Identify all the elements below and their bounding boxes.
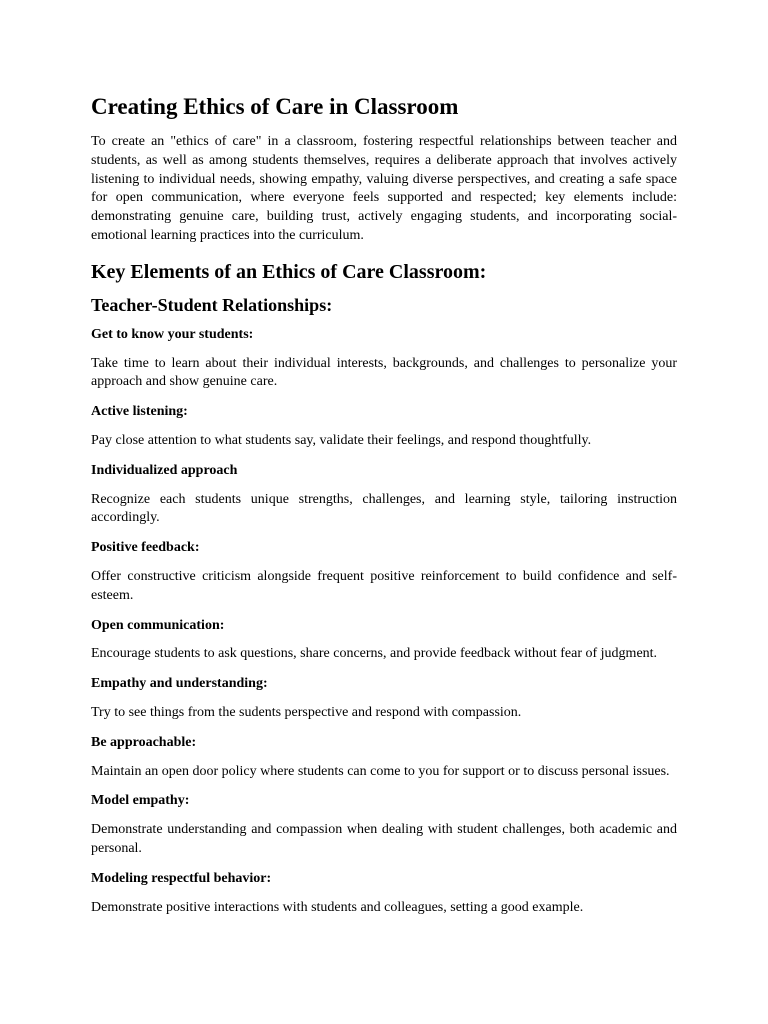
section-heading: Key Elements of an Ethics of Care Classroom: [91,260,487,283]
item-title: Get to know your students: [91,326,254,342]
item-body: Offer constructive criticism alongside frequent positive reinforcement to build confidence and self-esteem. [91,568,677,603]
item-title: Positive feedback: [91,540,200,556]
item-title: Be approachable: [91,734,197,750]
document-title: Creating Ethics of Care in Classroom [91,94,459,119]
intro-paragraph: To create an "ethics of care" in a classroom, fostering respectful relationships between teacher and students, as well as among students themselves, requires a deliberate approach that involves actively listening to individual needs, showing empathy, valuing diverse perspectives, and creating a safe space for open communication, where everyone feels supported and respected; key elements include: demonstrating genuine care, building trust, actively engaging students, and incorporating social-emotional learning practices into the curriculum. [91,134,677,243]
item-body: Demonstrate positive interactions with students and colleagues, setting a good example. [91,899,584,915]
item-title: Individualized approach [91,462,238,478]
item-body: Take time to learn about their individual interests, backgrounds, and challenges to personalize your approach and show genuine care. [91,355,677,390]
item-body: Maintain an open door policy where students can come to you for support or to discuss personal issues. [91,763,670,779]
item-body: Encourage students to ask questions, share concerns, and provide feedback without fear of judgment. [91,646,658,662]
item-title: Open communication: [91,617,225,633]
item-body: Try to see things from the sudents perspective and respond with compassion. [91,704,522,720]
item-body: Demonstrate understanding and compassion when dealing with student challenges, both academic and personal. [91,822,677,856]
item-body: Pay close attention to what students say, validate their feelings, and respond thoughtfully. [91,432,592,448]
item-list [91,326,677,918]
item-title: Modeling respectful behavior: [91,870,272,886]
item-title: Model empathy: [91,793,190,809]
item-body: Recognize each students unique strengths, challenges, and learning style, tailoring instruction accordingly. [91,491,677,526]
item-title: Active listening: [91,404,188,420]
item-title: Empathy and understanding: [91,676,268,692]
subsection-heading: Teacher-Student Relationships: [91,294,333,315]
